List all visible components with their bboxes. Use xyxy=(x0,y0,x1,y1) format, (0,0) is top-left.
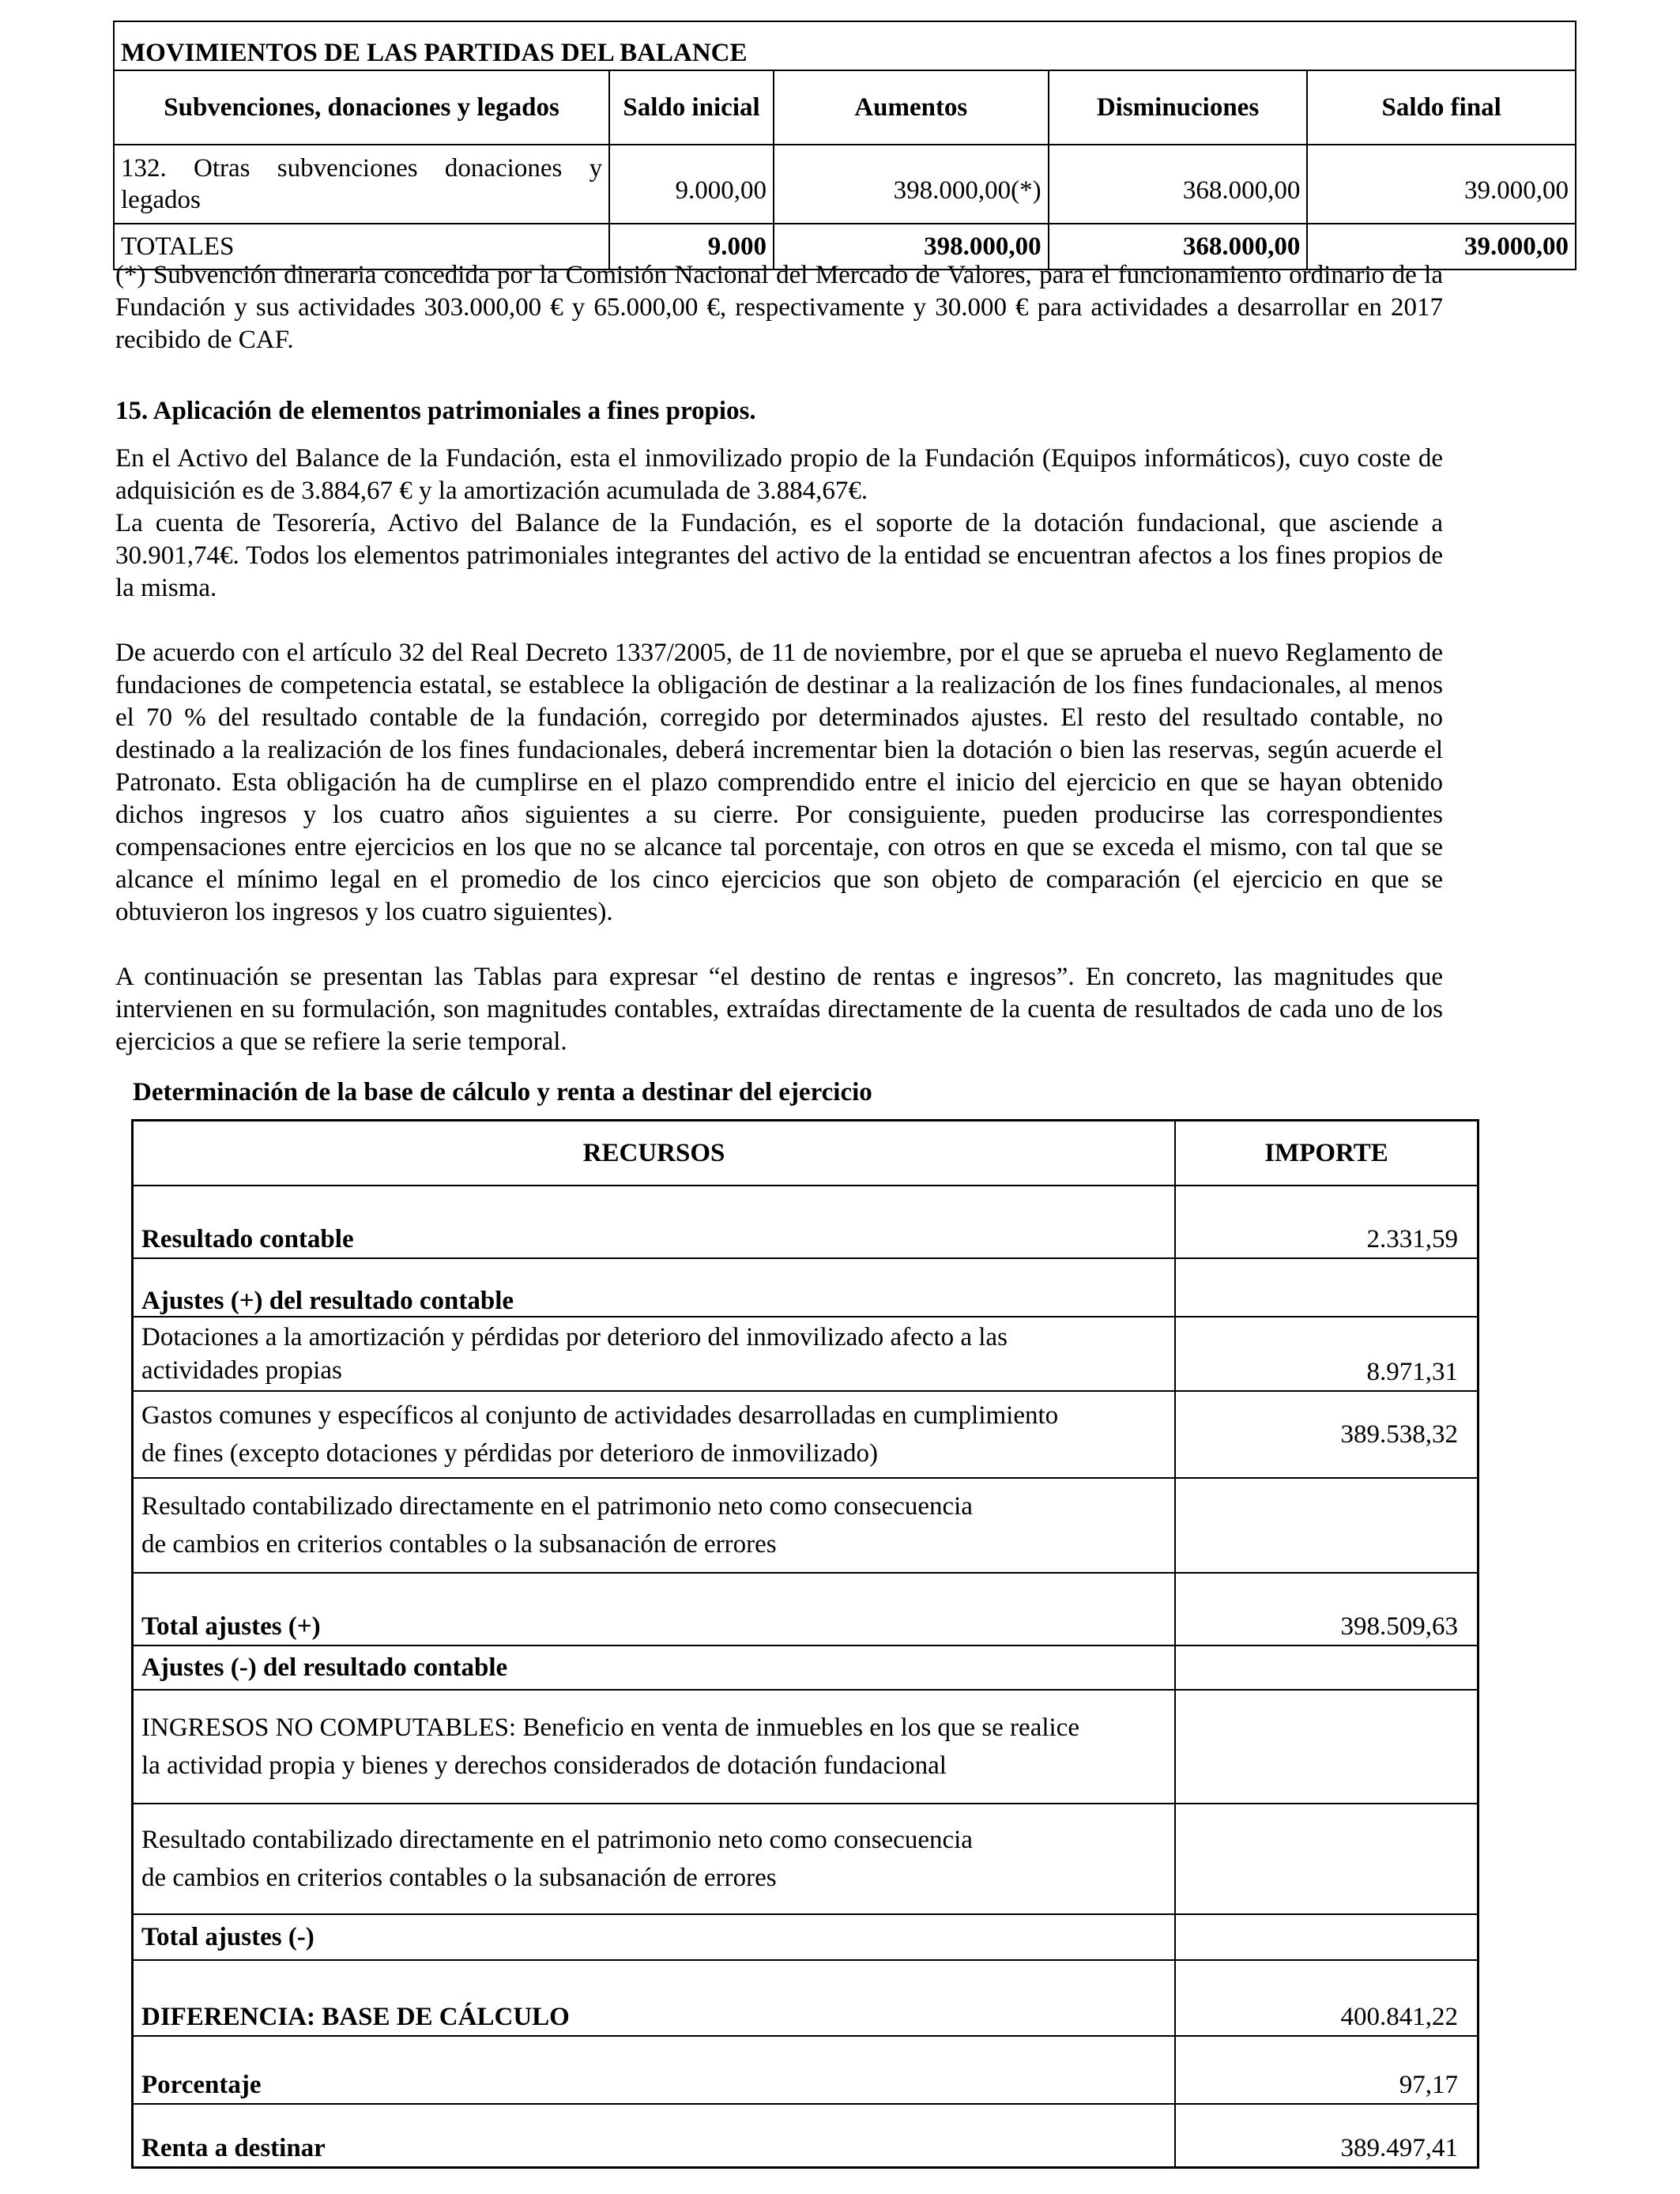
movimientos-header-row xyxy=(114,70,1576,145)
paragraph: De acuerdo con el artículo 32 del Real Decreto 1337/2005, de 11 de noviembre, por el que se aprueba el nuevo Reglamento de fundaciones de competencia estatal, se establece la obligación de destinar a la realización de los fines fundacionales, al menos el 70 % del resultado contable de la fundación, corregido por determinados ajustes. El resto del resultado contable, no destinado a la realización de los fines fundacionales, deberá incrementar bien la dotación o bien las reservas, según acuerde el Patronato. Esta obligación ha de cumplirse en el plazo comprendido entre el inicio del ejercicio en que se hayan obtenido dichos ingresos y los cuatro años siguientes a su cierre. Por consiguiente, pueden producirse las correspondientes compensaciones entre ejercicios en los que no se alcance tal porcentaje, con otros en que se exceda el mismo, con tal que se alcance el mínimo legal en el promedio de los cinco ejercicios que son objeto de comparación (el ejercicio en que se obtuvieron los ingresos y los cuatro siguientes). xyxy=(115,639,1443,926)
resultado-contable-value: 2.331,59 xyxy=(1175,1186,1478,1258)
table-row xyxy=(133,2104,1478,2167)
dotaciones-label xyxy=(133,1317,1175,1391)
diferencia-label: DIFERENCIA: BASE DE CÁLCULO xyxy=(133,1960,1175,2036)
table-row xyxy=(133,1573,1478,1646)
empty-cell xyxy=(1175,1646,1478,1690)
section-body-1 xyxy=(115,443,1443,605)
table-row xyxy=(133,1317,1478,1391)
header-saldo-final: Saldo final xyxy=(1307,70,1576,145)
ajustes-neg-heading: Ajustes (-) del resultado contable xyxy=(133,1646,1175,1690)
totals-saldo-final: 39.000,00 xyxy=(1307,224,1576,270)
empty-cell xyxy=(1175,1478,1478,1573)
resultado-pn-neg-line1: Resultado contabilizado directamente en el patrimonio neto como consecuencia xyxy=(141,1826,973,1854)
row-label-line1: 132. Otras subvenciones donaciones y xyxy=(121,154,603,183)
totals-disminuciones: 368.000,00 xyxy=(1049,224,1308,270)
resultado-pn-neg-label xyxy=(133,1804,1175,1914)
porcentaje-label: Porcentaje xyxy=(133,2036,1175,2104)
paragraph: En el Activo del Balance de la Fundación, esta el inmovilizado propio de la Fundación (Equipos informáticos), cuyo coste de adquisición es de 3.884,67 € y la amortización acumulada de 3.884,67€. xyxy=(115,444,1443,505)
dotaciones-value: 8.971,31 xyxy=(1175,1317,1478,1391)
section-body-3 xyxy=(115,961,1443,1058)
movimientos-title: MOVIMIENTOS DE LAS PARTIDAS DEL BALANCE xyxy=(114,21,1576,70)
row-label xyxy=(114,145,609,224)
resultado-pn-pos-line1: Resultado contabilizado directamente en el patrimonio neto como consecuencia xyxy=(141,1492,973,1521)
row-disminuciones: 368.000,00 xyxy=(1049,145,1308,224)
dotaciones-line1: Dotaciones a la amortización y pérdidas por deterioro del inmovilizado afecto a las xyxy=(141,1323,1008,1351)
ingresos-no-computables-label xyxy=(133,1690,1175,1804)
gastos-label xyxy=(133,1391,1175,1478)
header-saldo-inicial: Saldo inicial xyxy=(609,70,774,145)
header-recursos: RECURSOS xyxy=(133,1121,1175,1186)
diferencia-value: 400.841,22 xyxy=(1175,1960,1478,2036)
row-aumentos: 398.000,00(*) xyxy=(774,145,1049,224)
table-row xyxy=(133,1478,1478,1573)
total-ajustes-neg-label: Total ajustes (-) xyxy=(133,1914,1175,1960)
row-saldo-final: 39.000,00 xyxy=(1307,145,1576,224)
resultado-pn-pos-label xyxy=(133,1478,1175,1573)
row-label-line2: legados xyxy=(121,186,201,214)
renta-value: 389.497,41 xyxy=(1175,2104,1478,2167)
header-importe: IMPORTE xyxy=(1175,1121,1478,1186)
empty-cell xyxy=(1175,1258,1478,1317)
totals-saldo-inicial: 9.000 xyxy=(609,224,774,270)
resultado-contable-label: Resultado contable xyxy=(133,1186,1175,1258)
paragraph: A continuación se presentan las Tablas para expresar “el destino de rentas e ingresos”. En concreto, las magnitudes que intervienen en su formulación, son magnitudes contables, extraídas directamente de la cuenta de resultados de cada uno de los ejercicios a que se refiere la serie temporal. xyxy=(115,963,1443,1056)
movimientos-table xyxy=(113,21,1576,270)
table-row xyxy=(133,1646,1478,1690)
ingresos-line1: INGRESOS NO COMPUTABLES: Beneficio en venta de inmuebles en los que se realice xyxy=(141,1713,1079,1742)
gastos-value: 389.538,32 xyxy=(1175,1391,1478,1478)
footnote xyxy=(115,259,1443,356)
resultado-pn-neg-line2: de cambios en criterios contables o la subsanación de errores xyxy=(141,1864,777,1892)
table-row xyxy=(114,145,1576,224)
table-caption: Determinación de la base de cálculo y renta a destinar del ejercicio xyxy=(133,1078,872,1106)
row-saldo-inicial: 9.000,00 xyxy=(609,145,774,224)
table-header-row xyxy=(133,1121,1478,1186)
header-subvenciones: Subvenciones, donaciones y legados xyxy=(114,70,609,145)
totals-aumentos: 398.000,00 xyxy=(774,224,1049,270)
header-disminuciones: Disminuciones xyxy=(1049,70,1308,145)
table-row xyxy=(133,2036,1478,2104)
table-row xyxy=(133,1258,1478,1317)
base-calculo-table xyxy=(131,1119,1479,2169)
gastos-line2: de fines (excepto dotaciones y pérdidas por deterioro de inmovilizado) xyxy=(141,1439,878,1468)
dotaciones-line2: actividades propias xyxy=(141,1356,342,1385)
table-row xyxy=(133,1804,1478,1914)
table-row xyxy=(133,1186,1478,1258)
empty-cell xyxy=(1175,1914,1478,1960)
header-aumentos: Aumentos xyxy=(774,70,1049,145)
resultado-pn-pos-line2: de cambios en criterios contables o la subsanación de errores xyxy=(141,1530,777,1559)
total-ajustes-pos-value: 398.509,63 xyxy=(1175,1573,1478,1646)
paragraph: La cuenta de Tesorería, Activo del Balance de la Fundación, es el soporte de la dotación fundacional, que asciende a 30.901,74€. Todos los elementos patrimoniales integrantes del activo de la entidad se encuentran afectos a los fines propios de la misma. xyxy=(115,509,1443,602)
renta-label: Renta a destinar xyxy=(133,2104,1175,2167)
section-heading: 15. Aplicación de elementos patrimoniales a fines propios. xyxy=(115,397,756,425)
footnote-text: (*) Subvención dineraria concedida por la Comisión Nacional del Mercado de Valores, para el funcionamiento ordinario de la Fundación y sus actividades 303.000,00 € y 65.000,00 €, respectivamente y 30.000 € para actividades a desarrollar en 2017 recibido de CAF. xyxy=(115,261,1443,354)
totals-label: TOTALES xyxy=(114,224,609,270)
porcentaje-value: 97,17 xyxy=(1175,2036,1478,2104)
table-row xyxy=(133,1391,1478,1478)
table-row xyxy=(133,1914,1478,1960)
table-row xyxy=(133,1960,1478,2036)
ajustes-pos-heading: Ajustes (+) del resultado contable xyxy=(133,1258,1175,1317)
ingresos-line2: la actividad propia y bienes y derechos considerados de dotación fundacional xyxy=(141,1751,947,1780)
table-row xyxy=(133,1690,1478,1804)
empty-cell xyxy=(1175,1690,1478,1804)
gastos-line1: Gastos comunes y específicos al conjunto de actividades desarrolladas en cumplimiento xyxy=(141,1401,1059,1430)
total-ajustes-pos-label: Total ajustes (+) xyxy=(133,1573,1175,1646)
section-body-2 xyxy=(115,637,1443,929)
empty-cell xyxy=(1175,1804,1478,1914)
